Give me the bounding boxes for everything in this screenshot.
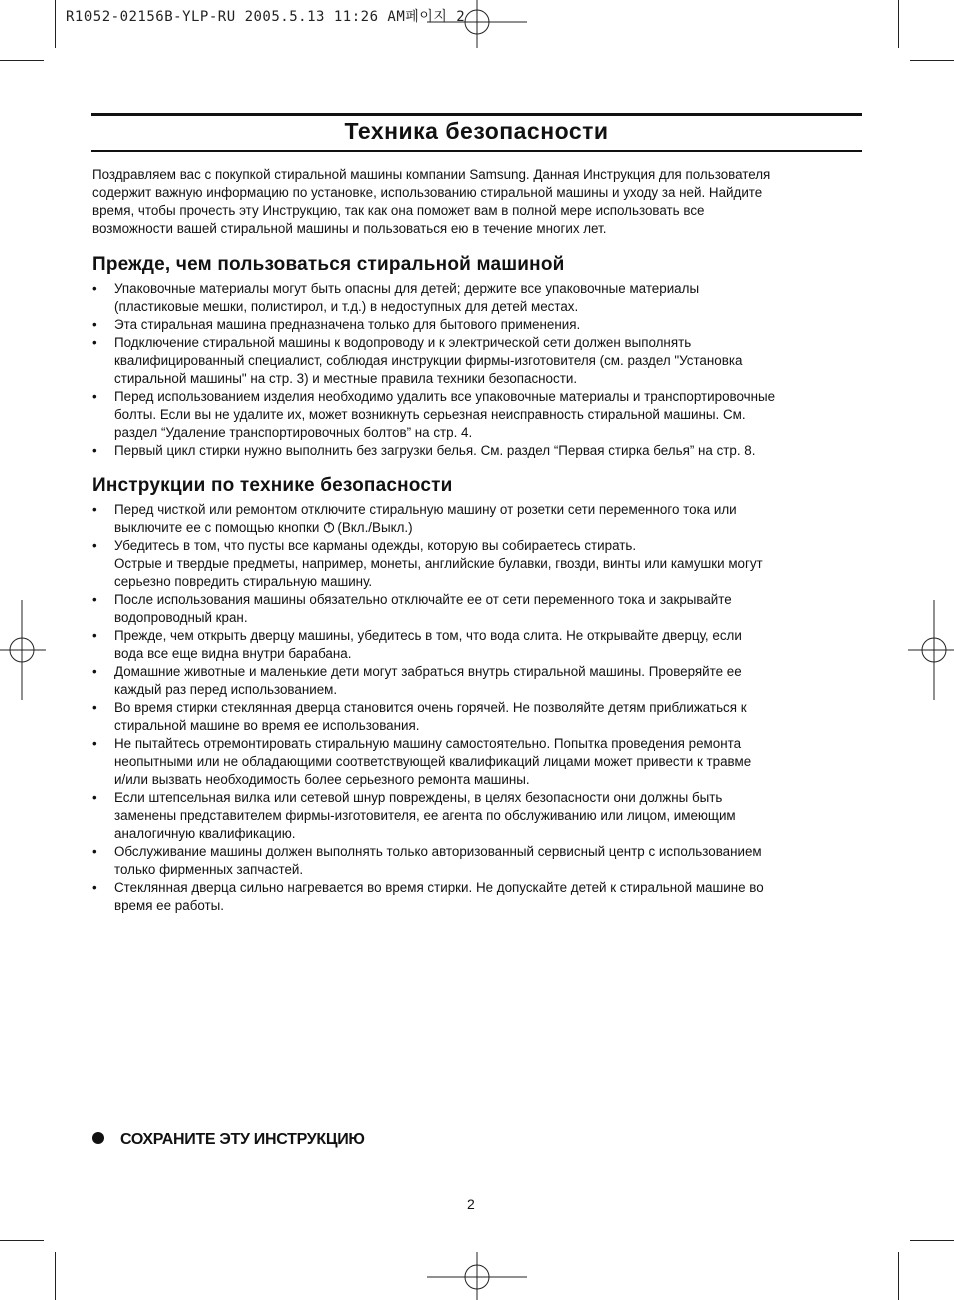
list-item — [92, 627, 864, 663]
list-item-line: • Убедитесь в том, что пусты все карманы одежды, которую вы собираетесь стирать. — [114, 538, 637, 553]
list-item-line: только фирменных запчастей. — [114, 862, 304, 877]
intro-line: возможности вашей стиральной машины и пользоваться ею в течение многих лет. — [92, 221, 607, 236]
intro-line: содержит важную информацию по установке, использованию стиральной машины и уходу за ней. Найдите — [92, 185, 763, 200]
list-item — [92, 501, 864, 537]
registration-mark-icon — [0, 600, 46, 700]
print-header-code: R1052-02156B-YLP-RU 2005.5.13 11:26 AM — [66, 9, 406, 25]
intro-paragraph — [92, 166, 864, 238]
list-item-text: выключите ее с помощью кнопки — [114, 520, 320, 535]
list-item — [92, 789, 864, 843]
print-header-suffix: 페이지 2 — [405, 9, 466, 25]
list-item — [92, 537, 864, 591]
list-item — [92, 879, 864, 915]
list-item-line: • Эта стиральная машина предназначена только для бытового применения. — [114, 317, 581, 332]
crop-mark-bottom-left-v — [55, 1252, 56, 1300]
list-item — [92, 735, 864, 789]
list-item-line: • Домашние животные и маленькие дети могут забраться внутрь стиральной машины. Проверяйте ее — [114, 664, 742, 679]
list-item-line: (пластиковые мешки, полистирол, и т.д.) в недоступных для детей местах. — [114, 299, 579, 314]
list-item-line: и/или вызвать необходимость более серьезного ремонта машины. — [114, 772, 530, 787]
list-item — [92, 316, 864, 334]
list-item-line: • Перед чисткой или ремонтом отключите стиральную машину от розетки сети переменного тока или — [114, 502, 737, 517]
registration-mark-icon — [908, 600, 954, 700]
list-item-line: • Стеклянная дверца сильно нагревается во время стирки. Не допускайте детей к стиральной машине во — [114, 880, 764, 895]
list-item-line — [114, 519, 864, 537]
crop-mark-bottom-left-h — [0, 1240, 44, 1241]
intro-line: время, чтобы прочесть эту Инструкцию, так как она поможет вам в полной мере использовать все — [92, 203, 705, 218]
list-item-line: • Во время стирки стеклянная дверца становится очень горячей. Не позволяйте детям приближаться к — [114, 700, 747, 715]
crop-mark-bottom-right-v — [898, 1252, 899, 1300]
crop-mark-top-left-h — [0, 60, 44, 61]
list-item-line: Острые и твердые предметы, например, монеты, английские булавки, гвозди, винты или камушки могут — [114, 556, 763, 571]
list-item-line: • Подключение стиральной машины к водопроводу и к электрической сети должен выполнять — [114, 335, 692, 350]
section-heading-safety: Инструкции по технике безопасности — [92, 475, 453, 496]
page-number: 2 — [467, 1196, 475, 1212]
list-item-line: • Первый цикл стирки нужно выполнить без загрузки белья. См. раздел “Первая стирка белья” на стр. 8. — [114, 443, 756, 458]
filled-circle-icon — [92, 1132, 104, 1144]
list-item — [92, 843, 864, 879]
list-item — [92, 591, 864, 627]
list-item-line: квалифицированный специалист, соблюдая инструкции фирмы-изготовителя (см. раздел "Установка — [114, 353, 743, 368]
list-item-line: водопроводный кран. — [114, 610, 248, 625]
list-item-line: раздел “Удаление транспортировочных болтов” на стр. 4. — [114, 425, 473, 440]
safety-list — [92, 501, 864, 915]
list-item-line: вода все еще видна внутри барабана. — [114, 646, 352, 661]
section-heading-before-use: Прежде, чем пользоваться стиральной машиной — [92, 254, 565, 275]
print-header — [66, 6, 465, 26]
crop-mark-bottom-right-h — [910, 1240, 954, 1241]
crop-mark-top-right-h — [910, 60, 954, 61]
page-title: Техника безопасности — [344, 118, 609, 144]
list-item-line: • Не пытайтесь отремонтировать стиральную машину самостоятельно. Попытка проведения ремонта — [114, 736, 742, 751]
crop-mark-top-right-v — [898, 0, 899, 48]
list-item-line: стиральной машине во время ее использования. — [114, 718, 420, 733]
registration-mark-icon — [427, 1252, 527, 1300]
crop-mark-top-left-v — [55, 0, 56, 48]
list-item-line: аналогичную квалификацию. — [114, 826, 296, 841]
list-item — [92, 334, 864, 388]
list-item-text: (Вкл./Выкл.) — [337, 520, 413, 535]
title-rule-bottom — [91, 150, 862, 152]
list-item-line: каждый раз перед использованием. — [114, 682, 338, 697]
power-button-icon — [323, 521, 335, 533]
save-instructions-note — [92, 1131, 365, 1149]
list-item-line: • Упаковочные материалы могут быть опасны для детей; держите все упаковочные материалы — [114, 281, 700, 296]
list-item — [92, 699, 864, 735]
title-rule-top — [91, 113, 862, 116]
list-item-line: • Прежде, чем открыть дверцу машины, убедитесь в том, что вода слита. Не открывайте дверцу, если — [114, 628, 742, 643]
list-item-line: стиральной машины" на стр. 3) и местные правила техники безопасности. — [114, 371, 578, 386]
list-item-line: • После использования машины обязательно отключайте ее от сети переменного тока и закрывайте — [114, 592, 732, 607]
list-item-line: болты. Если вы не удалите их, может возникнуть серьезная неисправность стиральной машины. См. — [114, 407, 746, 422]
list-item — [92, 280, 864, 316]
intro-line: Поздравляем вас с покупкой стиральной машины компании Samsung. Данная Инструкция для пользователя — [92, 167, 771, 182]
list-item-line: • Если штепсельная вилка или сетевой шнур повреждены, в целях безопасности они должны быть — [114, 790, 723, 805]
list-item-line: серьезно повредить стиральную машину. — [114, 574, 373, 589]
list-item-line: • Перед использованием изделия необходимо удалить все упаковочные материалы и транспортировочные — [114, 389, 776, 404]
list-item-line: • Обслуживание машины должен выполнять только авторизованный сервисный центр с использованием — [114, 844, 762, 859]
list-item-line: время ее работы. — [114, 898, 224, 913]
list-item-line: заменены представителем фирмы-изготовителя, ее агента по обслуживанию или лицом, имеющим — [114, 808, 736, 823]
list-item — [92, 442, 864, 460]
before-use-list — [92, 280, 864, 460]
save-instructions-text: СОХРАНИТЕ ЭТУ ИНСТРУКЦИЮ — [120, 1131, 365, 1148]
list-item — [92, 388, 864, 442]
list-item-line: неопытными или не обладающими соответствующей квалификаций лицами может привести к травме — [114, 754, 752, 769]
list-item — [92, 663, 864, 699]
